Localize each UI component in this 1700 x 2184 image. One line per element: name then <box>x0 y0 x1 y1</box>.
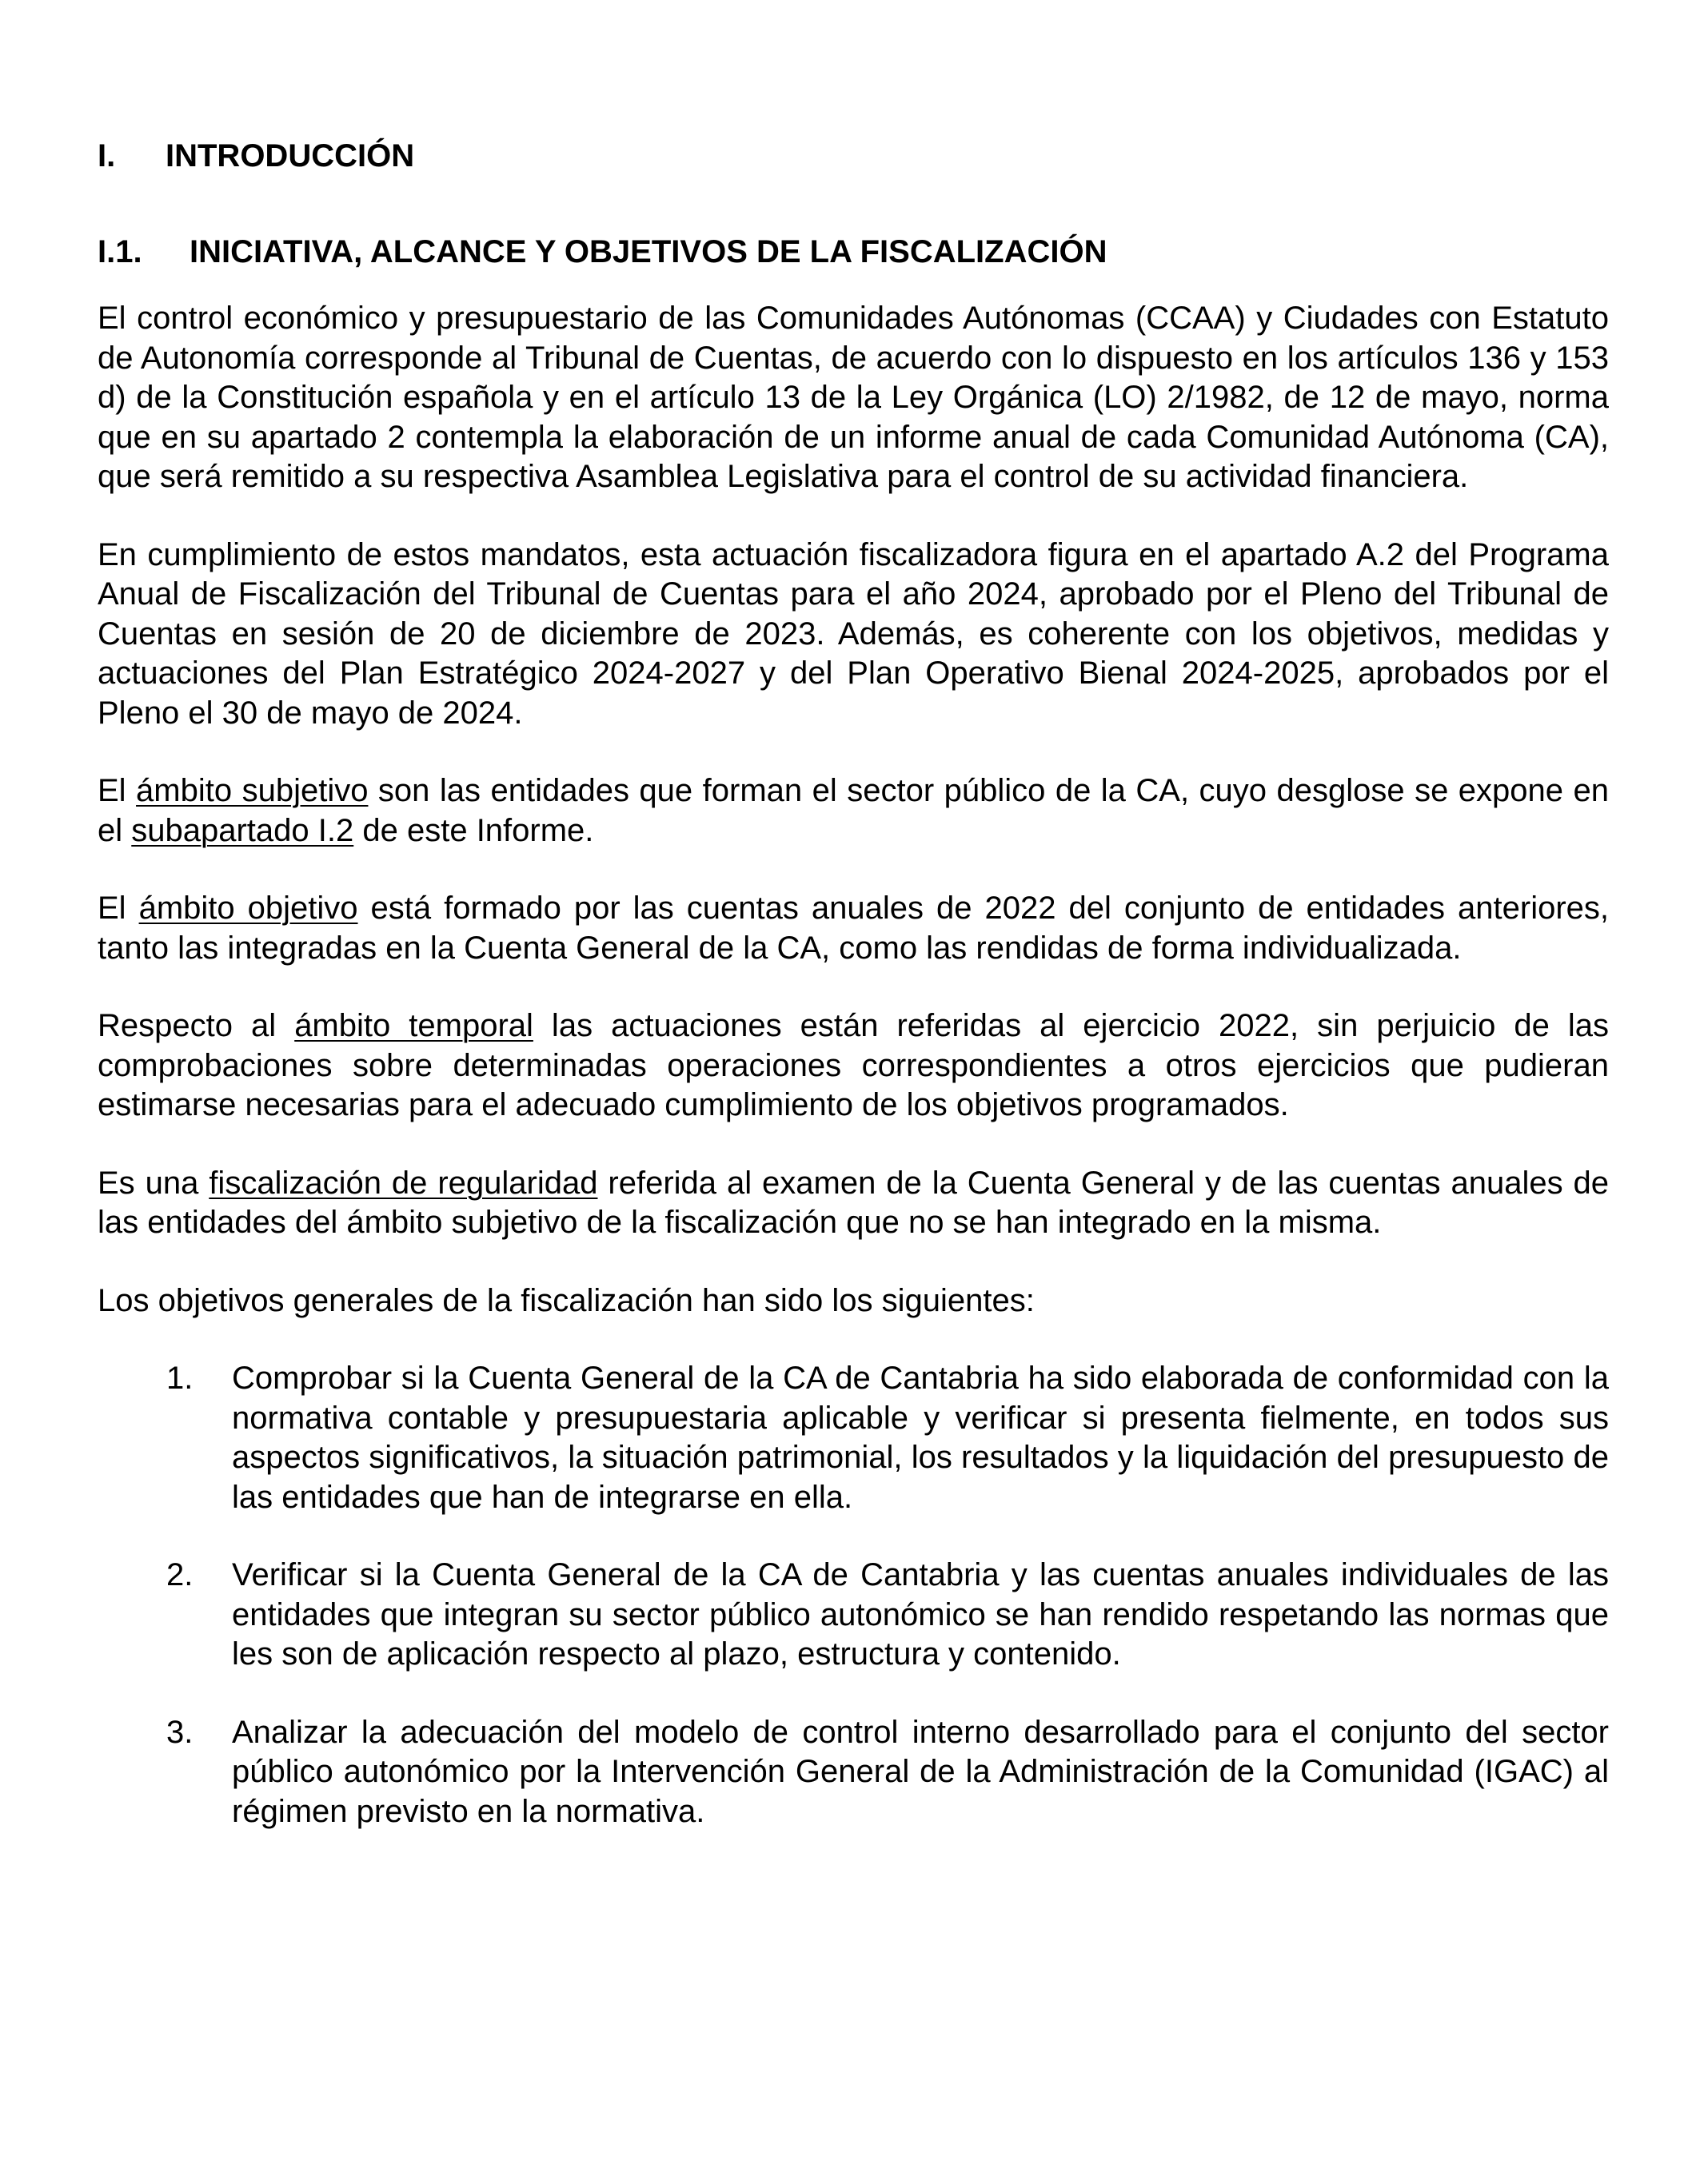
list-item <box>98 1713 1609 1832</box>
underlined-reference-subapartado: subapartado I.2 <box>131 812 354 848</box>
list-item-number: 2. <box>166 1557 194 1592</box>
paragraph-objetivos-intro: Los objetivos generales de la fiscalización han sido los siguientes: <box>98 1282 1035 1318</box>
text-run: Es una <box>98 1165 210 1201</box>
section-title: INTRODUCCIÓN <box>166 138 415 173</box>
paragraph-fiscalizacion-regularidad <box>98 1164 1609 1243</box>
list-item-text: Comprobar si la Cuenta General de la CA de Cantabria ha sido elaborada de conformidad con la normativa contable y presupuestaria aplicable y verificar si presenta fielmente, en todos sus aspectos significativos, la situación patrimonial, los resultados y la liquidación del presupuesto de las entidades que han de integrarse en ella. <box>232 1361 1609 1515</box>
subsection-title: INICIATIVA, ALCANCE Y OBJETIVOS DE LA FISCALIZACIÓN <box>190 234 1107 269</box>
section-number: I. <box>98 138 116 173</box>
underlined-term-ambito-temporal: ámbito temporal <box>294 1008 533 1043</box>
text-run: está formado por las cuentas anuales de 2022 del conjunto de entidades anteriores, tanto las integradas en la Cuenta General de la CA, como las rendidas de forma individualizada. <box>98 891 1610 966</box>
list-item-text: Analizar la adecuación del modelo de control interno desarrollado para el conjunto del sector público autonómico por la Intervención General de la Administración de la Comunidad (IGAC) al régimen previsto en la normativa. <box>232 1714 1609 1829</box>
section-heading <box>98 136 1609 176</box>
subsection-heading <box>98 232 1609 272</box>
text-run: de este Informe. <box>353 812 594 848</box>
subsection-number: I.1. <box>98 234 142 269</box>
underlined-term-fiscalizacion-regularidad: fiscalización de regularidad <box>209 1165 598 1201</box>
text-run: las actuaciones están referidas al ejercicio 2022, sin perjuicio de las comprobaciones sobre determinadas operaciones correspondientes a otros ejercicios que pudieran estimarse necesarias para el adecuado cumplimiento de los objetivos programados. <box>98 1008 1610 1122</box>
underlined-term-ambito-subjetivo: ámbito subjetivo <box>136 773 369 808</box>
list-item <box>98 1556 1609 1675</box>
underlined-term-ambito-objetivo: ámbito objetivo <box>138 891 358 926</box>
list-item-number: 3. <box>166 1714 194 1750</box>
paragraph-ambito-subjetivo <box>98 771 1609 851</box>
text-run: El <box>98 891 139 926</box>
paragraph-ambito-temporal <box>98 1006 1609 1126</box>
paragraph-cumplimiento-mandatos: En cumplimiento de estos mandatos, esta actuación fiscalizadora figura en el apartado A.2 del Programa Anual de Fiscalización del Tribunal de Cuentas para el año 2024, aprobado por el Pleno del Tribunal de Cuentas en sesión de 20 de diciembre de 2023. Además, es coherente con los objetivos, medidas y actuaciones del Plan Estratégico 2024-2027 y del Plan Operativo Bienal 2024-2025, aprobados por el Pleno el 30 de mayo de 2024. <box>98 536 1609 731</box>
text-run: El <box>98 773 137 808</box>
list-item <box>98 1359 1609 1517</box>
paragraph-control-economico: El control económico y presupuestario de las Comunidades Autónomas (CCAA) y Ciudades con Estatuto de Autonomía corresponde al Tribunal de Cuentas, de acuerdo con lo dispuesto en los artículos 136 y 153 d) de la Constitución española y en el artículo 13 de la Ley Orgánica (LO) 2/1982, de 12 de mayo, norma que en su apartado 2 contempla la elaboración de un informe anual de cada Comunidad Autónoma (CA), que será remitido a su respectiva Asamblea Legislativa para el control de su actividad financiera. <box>98 301 1609 494</box>
paragraph-ambito-objetivo <box>98 889 1609 968</box>
list-item-text: Verificar si la Cuenta General de la CA de Cantabria y las cuentas anuales individuales de las entidades que integran su sector público autonómico se han rendido respetando las normas que les son de aplicación respecto al plazo, estructura y contenido. <box>232 1557 1609 1672</box>
document-page <box>98 136 1609 1870</box>
text-run: son las entidades que forman el sector público de la CA, cuyo desglose se expone en el <box>98 773 1610 848</box>
list-item-number: 1. <box>166 1361 194 1396</box>
text-run: Respecto al <box>98 1008 295 1043</box>
objectives-list <box>98 1359 1609 1831</box>
text-run: referida al examen de la Cuenta General y de las cuentas anuales de las entidades del ámbito subjetivo de la fiscalización que no se han integrado en la misma. <box>98 1165 1610 1240</box>
